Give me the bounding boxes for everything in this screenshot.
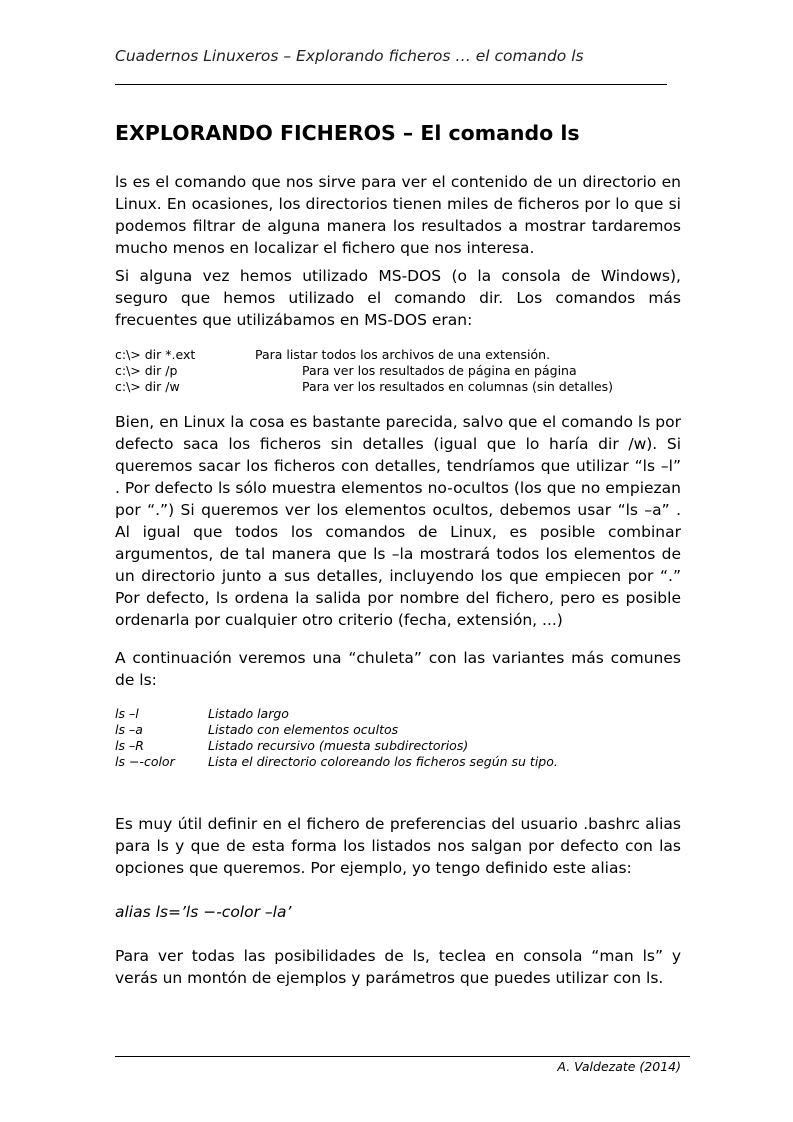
msdos-command: c:\> dir /w <box>115 379 180 394</box>
cheatsheet-intro-paragraph: A continuación veremos una “chuleta” con las variantes más comunes de ls: <box>115 649 681 689</box>
ls-variant-row <box>115 754 681 770</box>
ls-variant-description: Listado recursivo (muesta subdirectorios) <box>208 738 469 753</box>
running-header: Cuadernos Linuxeros – Explorando ficheros … el comando ls <box>115 47 584 65</box>
msdos-command-row <box>115 363 681 379</box>
document-title: EXPLORANDO FICHEROS – El comando ls <box>115 121 580 145</box>
ls-variant-command: ls −-color <box>115 754 175 769</box>
ls-variants-list <box>115 706 681 770</box>
ls-variant-row <box>115 738 681 754</box>
msdos-command: c:\> dir *.ext <box>115 347 196 362</box>
msdos-commands-list <box>115 347 681 395</box>
msdos-command: c:\> dir /p <box>115 363 178 378</box>
intro-paragraph: ls es el comando que nos sirve para ver el contenido de un directorio en Linux. En ocasiones, los directorios tienen miles de ficheros por lo que si podemos filtrar de alguna manera los resultados a mostrar tardaremos mucho menos en localizar el fichero que nos interesa. <box>115 173 681 257</box>
footer-rule <box>115 1056 690 1057</box>
ls-variant-command: ls –a <box>115 722 143 737</box>
alias-example: alias ls=’ls −-color –la’ <box>115 903 292 921</box>
bashrc-paragraph: Es muy útil definir en el fichero de preferencias del usuario .bashrc alias para ls y que de esta forma los listados nos salgan por defecto con las opciones que queremos. Por ejemplo, yo tengo definido este alias: <box>115 815 681 877</box>
msdos-command-row <box>115 347 681 363</box>
man-page-paragraph: Para ver todas las posibilidades de ls, teclea en consola “man ls” y verás un montón de ejemplos y parámetros que puedes utilizar con ls. <box>115 947 681 987</box>
msdos-paragraph: Si alguna vez hemos utilizado MS-DOS (o la consola de Windows), seguro que hemos utilizado el comando dir. Los comandos más frecuentes que utilizábamos en MS-DOS eran: <box>115 267 681 329</box>
ls-variant-command: ls –R <box>115 738 144 753</box>
linux-comparison-paragraph: Bien, en Linux la cosa es bastante parecida, salvo que el comando ls por defecto saca los ficheros sin detalles (igual que lo haría dir /w). Si queremos sacar los ficheros con detalles, tendríamos que utilizar “ls –l” . Por defecto ls sólo muestra elementos no-ocultos (los que no empiezan por “.”) Si queremos ver los elementos ocultos, debemos usar “ls –a” . Al igual que todos los comandos de Linux, es posible combinar argumentos, de tal manera que ls –la mostrará todos los elementos de un directorio junto a sus detalles, incluyendo los que empiecen por “.” Por defecto, ls ordena la salida por nombre del fichero, pero es posible ordenarla por cualquier otro criterio (fecha, extensión, ...) <box>115 413 681 629</box>
msdos-command-description: Para ver los resultados de página en página <box>302 363 577 378</box>
footer-author: A. Valdezate (2014) <box>557 1059 681 1074</box>
msdos-command-description: Para ver los resultados en columnas (sin detalles) <box>302 379 614 394</box>
ls-variant-description: Lista el directorio coloreando los ficheros según su tipo. <box>208 754 558 769</box>
msdos-command-row <box>115 379 681 395</box>
ls-variant-description: Listado largo <box>208 706 289 721</box>
header-rule <box>115 84 667 85</box>
ls-variant-description: Listado con elementos ocultos <box>208 722 399 737</box>
ls-variant-command: ls –l <box>115 706 139 721</box>
ls-variant-row <box>115 706 681 722</box>
msdos-command-description: Para listar todos los archivos de una extensión. <box>255 347 551 362</box>
ls-variant-row <box>115 722 681 738</box>
